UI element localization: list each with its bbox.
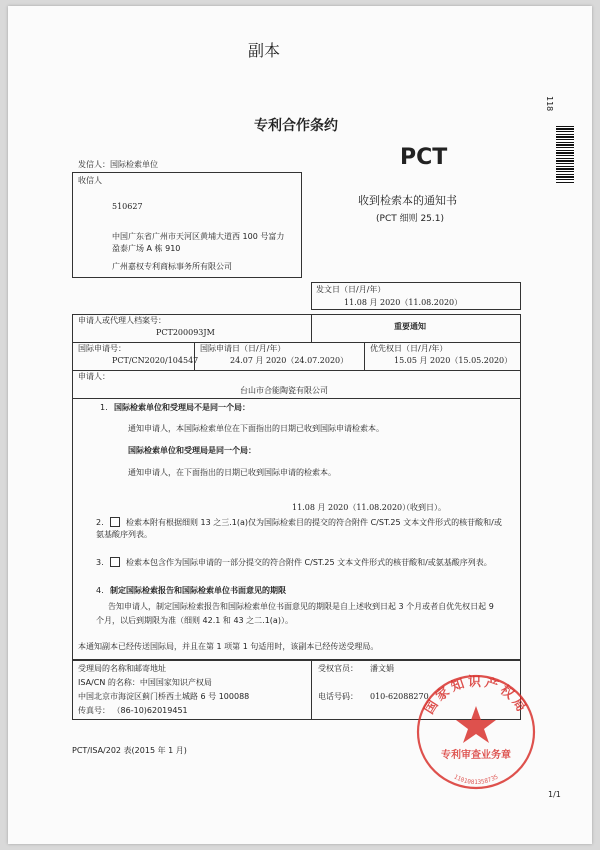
filing-date-label: 国际申请日（日/月/年） — [200, 344, 286, 353]
applicant-ref-label: 申请人或代理人档案号： — [78, 316, 166, 325]
section-1-sub-title: 国际检索单位和受理局是同一个局： — [128, 446, 256, 455]
section-3-text: 检索本包含作为国际申请的一部分提交的符合附件 C/ST.25 文本文件形式的核苷酸和/或氨基酸序列表。 — [126, 558, 492, 567]
official-seal-icon — [406, 666, 546, 792]
section-4-title: 制定国际检索报告和国际检索单位书面意见的期限 — [110, 586, 286, 595]
received-suffix: （收到日）。 — [402, 503, 446, 512]
app-no-label: 国际申请号： — [78, 344, 126, 353]
applicant-ref-value: PCT200093JM — [156, 328, 215, 337]
sender: 发信人：国际检索单位 — [78, 160, 158, 169]
section-1-title: 国际检索单位和受理局不是同一个局： — [114, 403, 250, 412]
office-fax: 传真号： （86-10)62019451 — [78, 706, 188, 715]
svg-text:国家知识产权局: 国家知识产权局 — [421, 675, 531, 718]
officer-label: 受权官员： — [318, 664, 358, 673]
office-label: 受理局的名称和邮寄地址 — [78, 664, 166, 673]
side-code: 118 — [545, 96, 554, 112]
section-2-text-2: 氨基酸序列表。 — [96, 530, 152, 539]
checkbox-section-3[interactable] — [110, 557, 120, 567]
section-1-text: 通知申请人，本国际检索单位在下面指出的日期已收到国际申请检索本。 — [128, 424, 384, 433]
svg-text:1101081358735: 1101081358735 — [452, 773, 500, 786]
form-code: PCT/ISA/202 表(2015 年 1 月) — [72, 746, 187, 755]
pct-title: PCT — [400, 145, 448, 170]
applicant-label: 申请人： — [78, 372, 110, 381]
recipient-agency: 广州嘉权专利商标事务所有限公司 — [112, 262, 232, 271]
priority-date-label: 优先权日（日/月/年） — [370, 344, 448, 353]
section-3-number: 3. — [96, 558, 104, 567]
page-number: 1/1 — [548, 790, 561, 799]
section-4-text-1: 告知申请人，制定国际检索报告和国际检索单位书面意见的期限是自上述收到日起 3 个月或者自优先权日起 9 — [108, 602, 494, 611]
important-notice: 重要通知 — [394, 322, 426, 331]
dispatch-value: 11.08 月 2020（11.08.2020） — [344, 298, 463, 307]
copy-note: 本通知副本已经传送国际局，并且在第 1 项第 1 句适用时，该副本已经传送受理局。 — [78, 642, 379, 651]
office-address: 中国北京市海淀区蓟门桥西土城路 6 号 100088 — [78, 692, 250, 701]
section-2-text-1: 检索本附有根据细则 13 之三.1(a)仅为国际检索目的提交的符合附件 C/ST.25 文本文件形式的核苷酸和/或 — [126, 518, 502, 527]
isa-name: ISA/CN 的名称：中国国家知识产权局 — [78, 678, 212, 687]
document-page — [8, 6, 592, 844]
section-4-text-2: 个月，以后到期限为准（细则 42.1 和 43 之二.1(a)）。 — [96, 616, 293, 625]
officer-name: 潘文娟 — [370, 664, 394, 673]
dispatch-label: 发文日（日/月/年） — [316, 285, 386, 294]
app-no-value: PCT/CN2020/104547 — [112, 356, 199, 365]
section-1-number: 1. — [100, 403, 108, 412]
phone-label: 电话号码： — [318, 692, 358, 701]
barcode-icon — [556, 126, 574, 184]
section-1-sub-text: 通知申请人，在下面指出的日期已收到国际申请的检索本。 — [128, 468, 336, 477]
received-date: 11.08 月 2020（11.08.2020） — [292, 503, 411, 512]
notice-rule: (PCT 细则 25.1) — [376, 214, 444, 224]
notice-title: 收到检索本的通知书 — [358, 194, 457, 207]
copy-mark: 副本 — [248, 41, 281, 60]
recipient-address-1: 中国广东省广州市天河区黄埔大道西 100 号富力 — [112, 232, 285, 241]
section-2-number: 2. — [96, 518, 104, 527]
filing-date-value: 24.07 月 2020（24.07.2020） — [230, 356, 349, 365]
treaty-title: 专利合作条约 — [254, 118, 338, 134]
svg-text:专利审查业务章: 专利审查业务章 — [441, 750, 511, 761]
phone-number: 010-62088270 — [370, 692, 429, 701]
recipient-label: 收信人 — [78, 176, 102, 185]
applicant-name: 台山市合能陶瓷有限公司 — [240, 386, 328, 395]
priority-date-value: 15.05 月 2020（15.05.2020） — [394, 356, 513, 365]
recipient-postcode: 510627 — [112, 202, 143, 211]
section-4-number: 4. — [96, 586, 104, 595]
checkbox-section-2[interactable] — [110, 517, 120, 527]
recipient-address-2: 盈泰广场 A 栋 910 — [112, 244, 181, 253]
